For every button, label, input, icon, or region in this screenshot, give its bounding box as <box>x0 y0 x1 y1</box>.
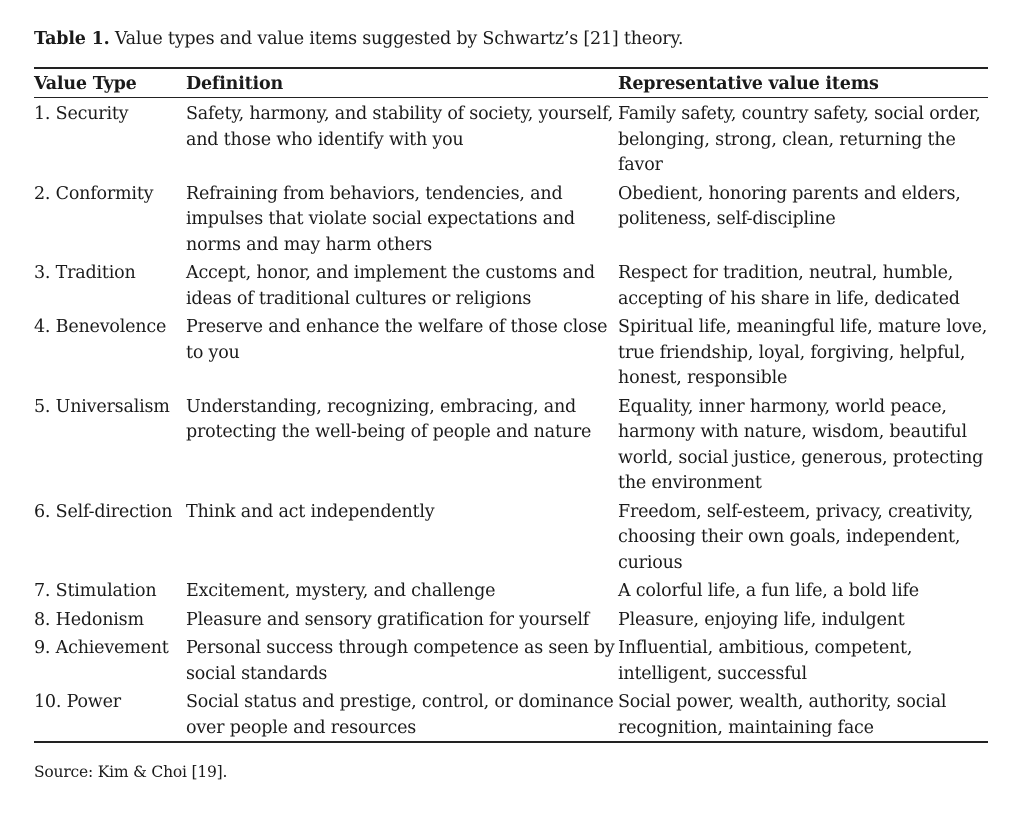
cell-value-type: 1. Security <box>34 104 129 124</box>
table-caption-label: Table 1. <box>34 29 110 49</box>
table-header-row <box>34 68 988 98</box>
table-row <box>34 182 988 262</box>
cell-value-type: 4. Benevolence <box>34 317 167 337</box>
cell-definition: Refraining from behaviors, tendencies, and impulses that violate social expectations and norms and may harm others <box>186 183 575 255</box>
cell-value-type: 9. Achievement <box>34 638 169 658</box>
cell-items: Pleasure, enjoying life, indulgent <box>618 609 905 630</box>
cell-items: Influential, ambitious, competent, intelligent, successful <box>618 638 913 684</box>
cell-definition: Excitement, mystery, and challenge <box>186 581 496 601</box>
cell-items: Family safety, country safety, social order, belonging, strong, clean, returning the favor <box>618 104 981 175</box>
cell-value-type: 8. Hedonism <box>34 609 144 630</box>
table-row <box>34 608 988 637</box>
cell-items: Obedient, honoring parents and elders, politeness, self-discipline <box>618 183 961 229</box>
table-row <box>34 636 988 690</box>
cell-definition: Safety, harmony, and stability of society, yourself, and those who identify with you <box>186 104 614 150</box>
header-definition: Definition <box>186 74 283 94</box>
cell-definition: Accept, honor, and implement the customs and ideas of traditional cultures or religions <box>186 263 595 309</box>
cell-value-type: 6. Self-direction <box>34 501 173 522</box>
cell-value-type: 7. Stimulation <box>34 581 157 601</box>
table-row <box>34 261 988 315</box>
cell-definition: Social status and prestige, control, or dominance over people and resources <box>186 692 614 738</box>
table-source-note: Source: Kim & Choi [19]. <box>34 763 228 781</box>
cell-items: A colorful life, a fun life, a bold life <box>618 581 919 601</box>
table-row <box>34 98 988 182</box>
table-row <box>34 690 988 742</box>
cell-value-type: 3. Tradition <box>34 263 136 283</box>
cell-items: Respect for tradition, neutral, humble, accepting of his share in life, dedicated <box>618 263 960 309</box>
cell-value-type: 5. Universalism <box>34 396 170 417</box>
table-caption <box>34 29 683 49</box>
value-types-table <box>34 67 988 743</box>
cell-definition: Preserve and enhance the welfare of those close to you <box>186 317 608 363</box>
cell-items: Freedom, self-esteem, privacy, creativity, choosing their own goals, independent, curious <box>618 501 973 573</box>
cell-definition: Pleasure and sensory gratification for yourself <box>186 609 590 630</box>
cell-definition: Personal success through competence as seen by social standards <box>186 638 615 684</box>
cell-definition: Understanding, recognizing, embracing, and protecting the well-being of people and nature <box>186 396 592 442</box>
cell-value-type: 10. Power <box>34 692 121 712</box>
table-row <box>34 579 988 608</box>
header-representative-items: Representative value items <box>618 74 879 94</box>
cell-items: Spiritual life, meaningful life, mature love, true friendship, loyal, forgiving, helpful, honest, responsible <box>618 317 988 388</box>
cell-items: Equality, inner harmony, world peace, harmony with nature, wisdom, beautiful world, social justice, generous, protecting the environment <box>618 396 984 493</box>
cell-value-type: 2. Conformity <box>34 183 154 204</box>
header-value-type: Value Type <box>34 74 137 94</box>
table-caption-text: Value types and value items suggested by Schwartz’s [21] theory. <box>114 29 684 49</box>
table-row <box>34 500 988 580</box>
cell-definition: Think and act independently <box>186 501 435 522</box>
cell-items: Social power, wealth, authority, social recognition, maintaining face <box>618 692 947 738</box>
table-row <box>34 315 988 395</box>
table-row <box>34 395 988 500</box>
